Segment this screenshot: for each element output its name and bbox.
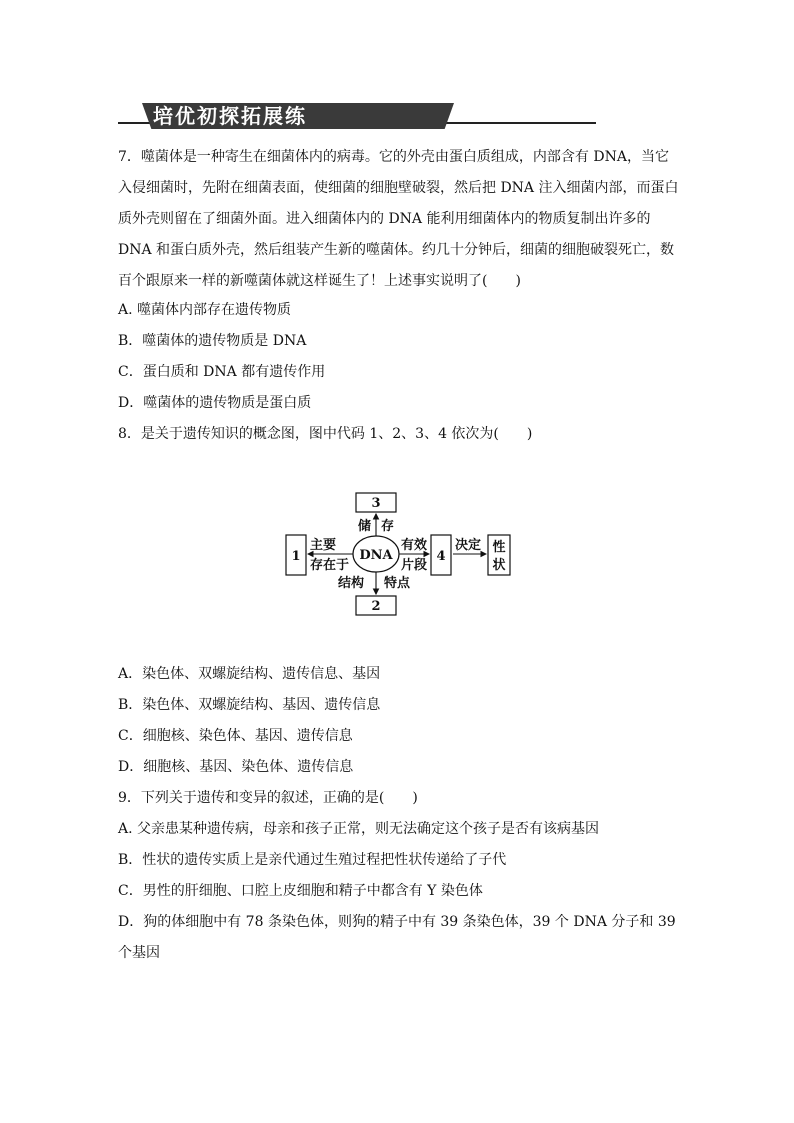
q8-option-a: A．染色体、双螺旋结构、遗传信息、基因 [118, 666, 381, 682]
q7-option-a: A. 噬菌体内部存在遗传物质 [118, 302, 292, 318]
struct-left: 结构 [338, 576, 365, 591]
q9-option-b: B．性状的遗传实质上是亲代通过生殖过程把性状传递给了子代 [118, 852, 507, 868]
dna-label: DNA [359, 548, 393, 563]
main-top: 主要 [310, 538, 337, 553]
store-left: 储 [358, 519, 372, 534]
question-9-stem: 9．下列关于遗传和变异的叙述，正确的是( ) [118, 790, 418, 806]
box-4-label: 4 [436, 549, 446, 564]
q7-option-d: D．噬菌体的遗传物质是蛋白质 [118, 395, 312, 411]
main-bottom: 存在于 [310, 558, 350, 573]
q8-option-b: B．染色体、双螺旋结构、基因、遗传信息 [118, 697, 381, 713]
q7-option-c: C．蛋白质和 DNA 都有遗传作用 [118, 364, 326, 380]
section-title: 培优初探拓展练 [153, 104, 307, 128]
concept-map-svg [280, 490, 520, 620]
box-1-label: 1 [291, 549, 301, 564]
box-2-label: 2 [371, 599, 381, 614]
store-right: 存 [381, 519, 395, 534]
eff-bottom: 片段 [401, 558, 428, 573]
box-3-label: 3 [371, 496, 381, 511]
q9-option-a: A. 父亲患某种遗传病，母亲和孩子正常，则无法确定这个孩子是否有该病基因 [118, 821, 600, 837]
box-5-top: 性 [492, 540, 506, 555]
concept-map [280, 490, 520, 620]
q9-option-c: C．男性的肝细胞、口腔上皮细胞和精子中都含有 Y 染色体 [118, 883, 483, 899]
q8-option-c: C．细胞核、染色体、基因、遗传信息 [118, 728, 353, 744]
q7-option-b: B．噬菌体的遗传物质是 DNA [118, 333, 307, 349]
section-header [118, 103, 596, 129]
question-7-stem: 7．噬菌体是一种寄生在细菌体内的病毒。它的外壳由蛋白质组成，内部含有 DNA，当它入侵细菌时，先附在细菌表面，使细菌的细胞壁破裂，然后把 DNA 注入细菌内部，而蛋白质外壳则留在了细菌外面。进入细菌体内的 DNA 能利用细菌体内的物质复制出许多的 DNA 和蛋白质外壳，然后组装产生新的噬菌体。约几十分钟后，细菌的细胞破裂死亡，数百个跟原来一样的新噬菌体就这样诞生了！上述事实说明了( ) [118, 149, 679, 289]
question-8-stem: 8．是关于遗传知识的概念图，图中代码 1、2、3、4 依次为( ) [118, 426, 533, 442]
q8-option-d: D．细胞核、基因、染色体、遗传信息 [118, 759, 354, 775]
q9-option-d: D．狗的体细胞中有 78 条染色体，则狗的精子中有 39 条染色体，39 个 DNA 分子和 39 个基因 [118, 914, 676, 961]
decide-label: 决定 [455, 538, 482, 553]
struct-right: 特点 [384, 576, 411, 591]
box-5-bottom: 状 [492, 558, 506, 573]
eff-top: 有效 [401, 538, 428, 553]
